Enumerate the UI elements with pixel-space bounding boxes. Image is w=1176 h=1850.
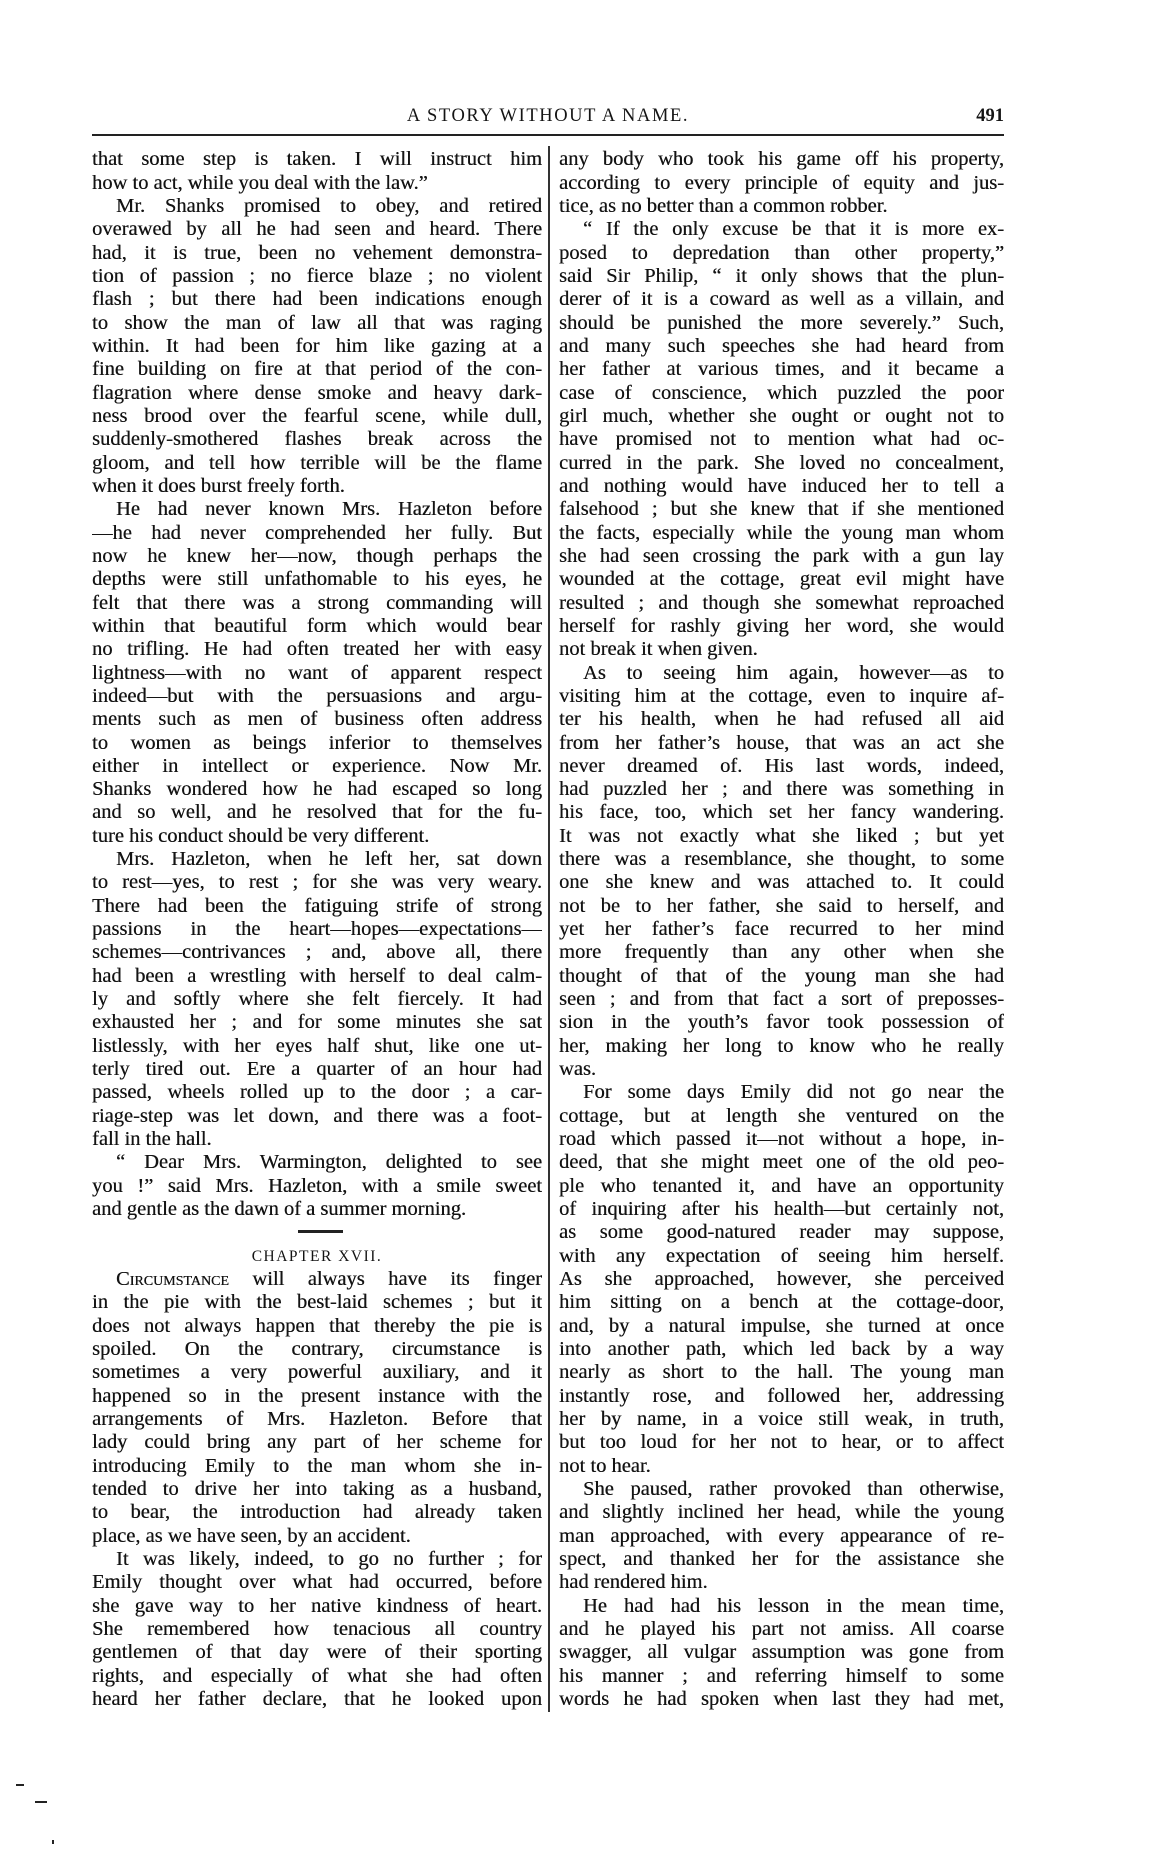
text-line: She remembered how tenacious all country — [92, 1617, 542, 1640]
text-line: you !” said Mrs. Hazleton, with a smile sweet — [92, 1174, 542, 1197]
text-line: falsehood ; but she knew that if she mentioned — [559, 498, 1004, 521]
text-line: have promised not to mention what had oc- — [559, 428, 1004, 451]
text-line: spect, and thanked her for the assistance she — [559, 1547, 1004, 1570]
text-line: and nothing would have induced her to tell a — [559, 474, 1004, 497]
text-line: cottage, but at length she ventured on the — [559, 1104, 1004, 1127]
text-line: arrangements of Mrs. Hazleton. Before that — [92, 1408, 542, 1431]
text-line: had puzzled her ; and there was something in — [559, 778, 1004, 801]
text-line: any body who took his game off his property, — [559, 148, 1004, 171]
text-line: felt that there was a strong commanding will — [92, 591, 542, 614]
chapter-heading: CHAPTER XVII. — [251, 1247, 383, 1265]
text-line: from her father’s house, that was an act she — [559, 731, 1004, 754]
text-line: “ Dear Mrs. Warmington, delighted to see — [116, 1151, 542, 1174]
text-line: her father at various times, and it became a — [559, 358, 1004, 381]
text-line: to show the man of law all that was raging — [92, 311, 542, 334]
text-line: Shanks wondered how he had escaped so long — [92, 778, 542, 801]
text-line: heard her father declare, that he looked upon — [92, 1687, 542, 1710]
text-line: when it does burst freely forth. — [92, 474, 345, 497]
text-line: nearly as short to the hall. The young man — [559, 1361, 1004, 1384]
text-line: said Sir Philip, “ it only shows that the plun- — [559, 264, 1004, 287]
text-line: Mrs. Hazleton, when he left her, sat down — [116, 848, 542, 871]
text-line: Mr. Shanks promised to obey, and retired — [116, 194, 542, 217]
text-line: and many such speeches she had heard from — [559, 334, 1004, 357]
text-line: there was a resemblance, she thought, to some — [559, 848, 1004, 871]
text-line: and so well, and he resolved that for the fu- — [92, 801, 542, 824]
text-line: lightness—with no want of apparent respect — [92, 661, 542, 684]
text-line: girl much, whether she ought or ought not to — [559, 404, 1004, 427]
text-line: It was not exactly what she liked ; but yet — [559, 824, 1004, 847]
text-line — [92, 1268, 542, 1291]
text-line: derer of it is a coward as well as a villain, and — [559, 288, 1004, 311]
text-line: either in intellect or experience. Now Mr. — [92, 754, 542, 777]
text-line: riage-step was let down, and there was a foot- — [92, 1104, 542, 1127]
text-line: but too loud for her not to hear, or to affect — [559, 1431, 1004, 1454]
text-line: ter his health, when he had refused all aid — [559, 708, 1004, 731]
text-line: his face, too, which set her fancy wandering. — [559, 801, 1004, 824]
text-line: thought of that of the young man she had — [559, 964, 1004, 987]
text-line: rights, and especially of what she had often — [92, 1664, 542, 1687]
text-line: had, it is true, been no vehement demonstra- — [92, 241, 542, 264]
header-rule — [92, 134, 1004, 136]
text-line: ple who tenanted it, and have an opportunity — [559, 1174, 1004, 1197]
text-line: instantly rose, and followed her, addressing — [559, 1384, 1004, 1407]
text-line: not break it when given. — [559, 638, 758, 661]
text-line: gentlemen of that day were of their sporting — [92, 1641, 542, 1664]
text-line: visiting him at the cottage, even to inquire af- — [559, 684, 1004, 707]
text-line: schemes—contrivances ; and, above all, there — [92, 941, 542, 964]
text-line: him sitting on a bench at the cottage-door, — [559, 1291, 1004, 1314]
text-line: how to act, while you deal with the law.” — [92, 171, 428, 194]
text-line: within. It had been for him like gazing at a — [92, 334, 542, 357]
text-line: within that beautiful form which would bear — [92, 614, 542, 637]
text-line: road which passed it—not without a hope, in- — [559, 1128, 1004, 1151]
text-line: that some step is taken. I will instruct him — [92, 148, 542, 171]
text-line: As she approached, however, she perceived — [559, 1268, 1004, 1291]
text-line: yet her father’s face recurred to her mind — [559, 918, 1004, 941]
text-line: with any expectation of seeing him herself. — [559, 1244, 1004, 1267]
text-line: terly tired out. Ere a quarter of an hour had — [92, 1058, 542, 1081]
text-line: She paused, rather provoked than otherwise, — [583, 1478, 1004, 1500]
text-line: and, by a natural impulse, she turned at once — [559, 1314, 1004, 1337]
running-head — [92, 104, 1004, 128]
text-line: Emily thought over what had occurred, before — [92, 1571, 542, 1594]
text-line: herself for rashly giving her word, she would — [559, 614, 1004, 637]
text-line: sion in the youth’s favor took possession of — [559, 1011, 1004, 1034]
text-line: flagration where dense smoke and heavy dark- — [92, 381, 542, 404]
column-divider — [548, 146, 550, 1712]
text-line: indeed—but with the persuasions and argu- — [92, 684, 542, 707]
text-line: as some good-natured reader may suppose, — [559, 1221, 1004, 1244]
text-line: seen ; and from that fact a sort of preposses- — [559, 988, 1004, 1011]
small-caps-lead: Circumstance — [116, 1268, 229, 1291]
text-line: tended to drive her into taking as a husband, — [92, 1478, 542, 1500]
text-line: ly and softly where she felt fiercely. It had — [92, 988, 542, 1011]
right-column — [559, 148, 1004, 1711]
text-line: case of conscience, which puzzled the poor — [559, 381, 1004, 404]
text-line: and he played his part not amiss. All coarse — [559, 1617, 1004, 1640]
page-number: 491 — [976, 106, 1004, 126]
text-line: words he had spoken when last they had met, — [559, 1687, 1004, 1710]
text-line: his manner ; and referring himself to some — [559, 1664, 1004, 1687]
text-line: He had never known Mrs. Hazleton before — [116, 498, 542, 521]
text-line: gloom, and tell how terrible will be the flame — [92, 451, 542, 474]
text-line: into another path, which led back by a way — [559, 1338, 1004, 1361]
text-line: As to seeing him again, however—as to — [583, 661, 1004, 684]
text-line: spoiled. On the contrary, circumstance is — [92, 1338, 542, 1361]
text-line: should be punished the more severely.” Such, — [559, 311, 1004, 334]
text-line: to women as beings inferior to themselves — [92, 731, 542, 754]
text-line: suddenly-smothered flashes break across the — [92, 428, 542, 451]
text-line: ness brood over the fearful scene, while dull, — [92, 404, 542, 427]
text-line: to bear, the introduction had already taken — [92, 1501, 542, 1524]
text-line: not be to her father, she said to herself, and — [559, 894, 1004, 917]
text-line: never dreamed of. His last words, indeed, — [559, 754, 1004, 777]
text-line: not to hear. — [559, 1454, 651, 1477]
text-line: her by name, in a voice still weak, in truth, — [559, 1408, 1004, 1431]
text-line: and gentle as the dawn of a summer morning. — [92, 1198, 467, 1221]
text-line: resulted ; and though she somewhat reproached — [559, 591, 1004, 614]
text-line: tice, as no better than a common robber. — [559, 194, 888, 217]
scan-mark — [52, 1840, 54, 1844]
text-line: flash ; but there had been indications enough — [92, 288, 542, 311]
text-line: passed, wheels rolled up to the door ; a car- — [92, 1081, 542, 1104]
text-line: exhausted her ; and for some minutes she sat — [92, 1011, 542, 1034]
text-line: was. — [559, 1058, 597, 1081]
running-title: A STORY WITHOUT A NAME. — [406, 106, 690, 126]
text-line: curred in the park. She loved no concealment, — [559, 451, 1004, 474]
text-line: of inquiring after his health—but certainly not, — [559, 1198, 1004, 1221]
text-line: lady could bring any part of her scheme for — [92, 1431, 542, 1454]
text-line: swagger, all vulgar assumption was gone from — [559, 1641, 1004, 1664]
text-line: —he had never comprehended her fully. But — [92, 521, 542, 544]
text-line: no trifling. He had often treated her with easy — [92, 638, 542, 661]
chapter-rule — [92, 1221, 542, 1244]
text-line: It was likely, indeed, to go no further ; for — [116, 1547, 542, 1570]
text-line: deed, that she might meet one of the old peo- — [559, 1151, 1004, 1174]
left-column — [92, 148, 542, 1711]
text-line: happened so in the present instance with the — [92, 1384, 542, 1407]
text-line: He had had his lesson in the mean time, — [583, 1594, 1004, 1617]
text-line: “ If the only excuse be that it is more ex- — [583, 218, 1004, 241]
text-line: For some days Emily did not go near the — [583, 1081, 1004, 1104]
text-line: introducing Emily to the man whom she in- — [92, 1454, 542, 1477]
text-line: ture his conduct should be very different. — [92, 824, 430, 847]
text-line: ments such as men of business often address — [92, 708, 542, 731]
text-line: fine building on fire at that period of the con- — [92, 358, 542, 381]
text-line: had rendered him. — [559, 1571, 708, 1594]
text-line: depths were still unfathomable to his eyes, he — [92, 568, 542, 591]
text-line: posed to depredation than other property,” — [559, 241, 1004, 264]
text-line: her, making her long to know who he really — [559, 1034, 1004, 1057]
text-line: she had seen crossing the park with a gun lay — [559, 544, 1004, 567]
text-line: now he knew her—now, though perhaps the — [92, 544, 542, 567]
text-line: one she knew and was attached to. It could — [559, 871, 1004, 894]
text-line: fall in the hall. — [92, 1128, 212, 1151]
text-line: man approached, with every appearance of re- — [559, 1524, 1004, 1547]
text-line: to rest—yes, to rest ; for she was very weary. — [92, 871, 542, 894]
text-line: tion of passion ; no fierce blaze ; no violent — [92, 264, 542, 287]
text-line: had been a wrestling with herself to deal calm- — [92, 964, 542, 987]
line-text: will always have its finger — [228, 1268, 542, 1291]
text-line: sometimes a very powerful auxiliary, and it — [92, 1361, 542, 1384]
text-line: according to every principle of equity and jus- — [559, 171, 1004, 194]
text-line: listlessly, with her eyes half shut, like one ut- — [92, 1034, 542, 1057]
text-line: wounded at the cottage, great evil might have — [559, 568, 1004, 591]
text-line: in the pie with the best-laid schemes ; but it — [92, 1291, 542, 1314]
text-line: overawed by all he had seen and heard. There — [92, 218, 542, 241]
text-line: more frequently than any other when she — [559, 941, 1004, 964]
scan-mark — [35, 1801, 47, 1803]
text-line: There had been the fatiguing strife of strong — [92, 894, 542, 917]
text-line: place, as we have seen, by an accident. — [92, 1524, 411, 1547]
text-line: the facts, especially while the young man whom — [559, 521, 1004, 544]
text-line: and slightly inclined her head, while the young — [559, 1501, 1004, 1524]
text-line: passions in the heart—hopes—expectations— — [92, 918, 542, 941]
text-line: she gave way to her native kindness of heart. — [92, 1594, 542, 1617]
text-line: does not always happen that thereby the pie is — [92, 1314, 542, 1337]
scan-mark — [16, 1784, 24, 1786]
